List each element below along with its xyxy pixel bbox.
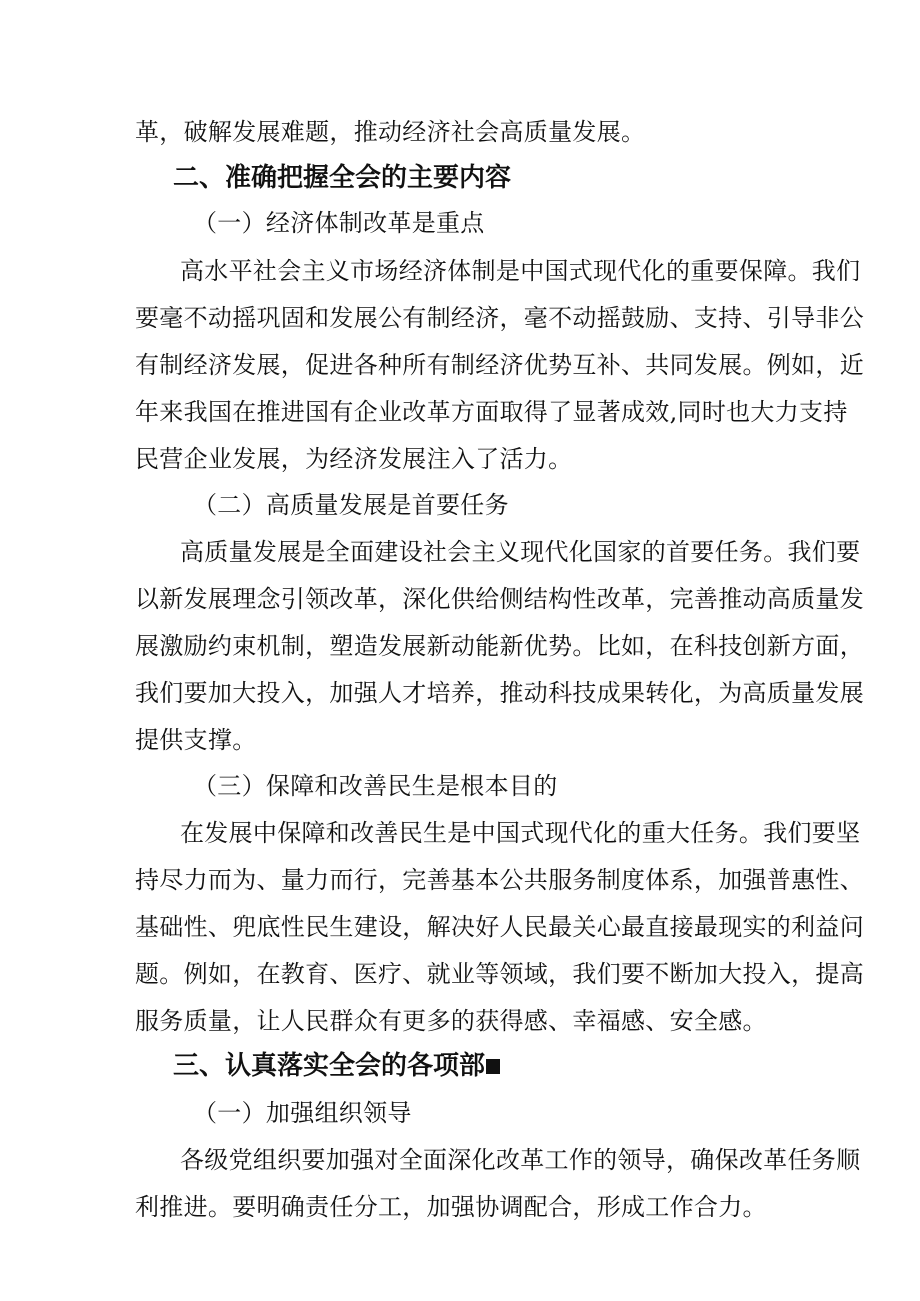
section-heading-2: 二、准确把握全会的主要内容 <box>173 163 512 193</box>
paragraph-continuation: 革，破解发展难题，推动经济社会高质量发展。 <box>135 118 646 146</box>
paragraph-line: 利推进。要明确责任分工，加强协调配合，形成工作合力。 <box>135 1193 767 1221</box>
paragraph-line: 提供支撑。 <box>135 726 257 754</box>
subheading-2-1: （一）经济体制改革是重点 <box>193 209 485 237</box>
paragraph-line: 基础性、兜底性民生建设，解决好人民最关心最直接最现实的利益问 <box>135 913 864 941</box>
paragraph-line: 要毫不动摇巩固和发展公有制经济，毫不动摇鼓励、支持、引导非公 <box>135 304 864 332</box>
paragraph-line: 民营企业发展，为经济发展注入了活力。 <box>135 445 573 473</box>
paragraph-line: 高水平社会主义市场经济体制是中国式现代化的重要保障。我们 <box>180 257 861 285</box>
paragraph-line: 题。例如，在教育、医疗、就业等领域，我们要不断加大投入，提高 <box>135 960 864 988</box>
paragraph-line: 在发展中保障和改善民生是中国式现代化的重大任务。我们要坚 <box>180 819 861 847</box>
paragraph-line: 服务质量，让人民群众有更多的获得感、幸福感、安全感。 <box>135 1007 767 1035</box>
subheading-2-3: （三）保障和改善民生是根本目的 <box>193 772 558 800</box>
redaction-block <box>486 1059 500 1074</box>
paragraph-line: 各级党组织要加强对全面深化改革工作的领导，确保改革任务顺 <box>180 1146 861 1174</box>
section-heading-3-text: 三、认真落实全会的各项部 <box>173 1051 486 1081</box>
paragraph-line: 有制经济发展，促进各种所有制经济优势互补、共同发展。例如，近 <box>135 351 864 379</box>
paragraph-line: 我们要加大投入，加强人才培养，推动科技成果转化，为高质量发展 <box>135 679 864 707</box>
subheading-2-2: （二）高质量发展是首要任务 <box>193 491 509 519</box>
subheading-3-1: （一）加强组织领导 <box>193 1099 412 1127</box>
paragraph-line: 高质量发展是全面建设社会主义现代化国家的首要任务。我们要 <box>180 538 861 566</box>
paragraph-line: 持尽力而为、量力而行，完善基本公共服务制度体系，加强普惠性、 <box>135 866 864 894</box>
paragraph-line: 以新发展理念引领改革，深化供给侧结构性改革，完善推动高质量发 <box>135 585 864 613</box>
paragraph-line: 展激励约束机制，塑造发展新动能新优势。比如，在科技创新方面， <box>135 632 864 660</box>
section-heading-3 <box>0 1051 920 1081</box>
paragraph-line: 年来我国在推进国有企业改革方面取得了显著成效,同时也大力支持 <box>135 398 848 426</box>
